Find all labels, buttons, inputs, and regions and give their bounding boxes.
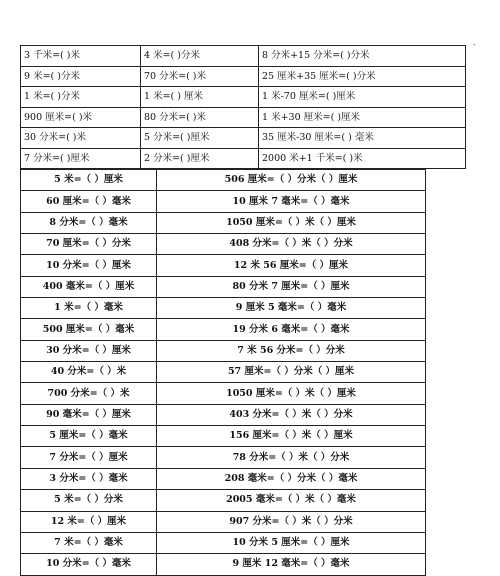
table-row <box>21 87 466 108</box>
problem-cell: 1 米=( )分米 <box>21 87 141 108</box>
table-row <box>21 319 426 340</box>
problem-cell: 80 分米 7 厘米=（ ）厘米 <box>157 276 426 297</box>
table-row <box>21 212 426 233</box>
problem-cell: 400 毫米=（ ）厘米 <box>21 276 157 297</box>
problem-cell: 5 分米=( )厘米 <box>141 128 259 149</box>
problem-cell: 10 厘米 7 毫米=（ ）毫米 <box>157 191 426 212</box>
problem-cell: 9 米=( )分米 <box>21 66 141 87</box>
problem-cell: 12 米=（ ）厘米 <box>21 511 157 532</box>
problem-cell: 12 米 56 厘米=（ ）厘米 <box>157 255 426 276</box>
problem-cell: 4 米=( )分米 <box>141 46 259 67</box>
problem-cell: 70 分米=( )米 <box>141 66 259 87</box>
problem-cell: 7 米=（ ）毫米 <box>21 532 157 553</box>
problem-cell: 7 分米=( )厘米 <box>21 148 141 169</box>
problem-cell: 500 厘米=（ ）毫米 <box>21 319 157 340</box>
table-row <box>21 490 426 511</box>
table-row <box>21 276 426 297</box>
table-row <box>21 383 426 404</box>
problem-cell: 25 厘米+35 厘米=( )分米 <box>259 66 466 87</box>
problem-cell: 3 分米=（ ）毫米 <box>21 468 157 489</box>
problem-cell: 1 米=（ ）毫米 <box>21 298 157 319</box>
problem-cell: 506 厘米=（ ）分米（ ）厘米 <box>157 170 426 191</box>
problem-cell: 7 米 56 分米=（ ）分米 <box>157 340 426 361</box>
problem-cell: 1050 厘米=（ ）米（ ）厘米 <box>157 383 426 404</box>
table-row <box>21 447 426 468</box>
table-row <box>21 148 466 169</box>
problem-cell: 80 分米=( )米 <box>141 107 259 128</box>
problem-cell: 40 分米=（ ）米 <box>21 362 157 383</box>
problem-cell: 900 厘米=( )米 <box>21 107 141 128</box>
table-row <box>21 532 426 553</box>
table-row <box>21 191 426 212</box>
table-row <box>21 511 426 532</box>
problem-cell: 9 厘米 5 毫米=（ ）毫米 <box>157 298 426 319</box>
problem-cell: 3 千米=( )米 <box>21 46 141 67</box>
problem-cell: 5 厘米=（ ）毫米 <box>21 426 157 447</box>
table-row <box>21 362 426 383</box>
problem-cell: 208 毫米=（ ）分米（ ）毫米 <box>157 468 426 489</box>
table-row <box>21 554 426 575</box>
problem-cell: 9 厘米 12 毫米=（ ）毫米 <box>157 554 426 575</box>
table-row <box>21 298 426 319</box>
table-row <box>21 107 466 128</box>
problem-cell: 408 分米=（ ）米（ ）分米 <box>157 234 426 255</box>
table-row <box>21 170 426 191</box>
problem-cell: 10 分米=（ ）厘米 <box>21 255 157 276</box>
table-row <box>21 128 466 149</box>
top-conversion-table <box>20 45 466 169</box>
problem-cell: 1050 厘米=（ ）米（ ）厘米 <box>157 212 426 233</box>
table-row <box>21 404 426 425</box>
problem-cell: 57 厘米=（ ）分米（ ）厘米 <box>157 362 426 383</box>
problem-cell: 10 分米 5 厘米=（ ）厘米 <box>157 532 426 553</box>
table-row <box>21 426 426 447</box>
problem-cell: 5 米=（ ）厘米 <box>21 170 157 191</box>
problem-cell: 156 厘米=（ ）米（ ）厘米 <box>157 426 426 447</box>
problem-cell: 700 分米=（ ）米 <box>21 383 157 404</box>
problem-cell: 403 分米=（ ）米（ ）分米 <box>157 404 426 425</box>
problem-cell: 7 分米=（ ）厘米 <box>21 447 157 468</box>
corner-mark: - <box>473 40 476 49</box>
table-row <box>21 255 426 276</box>
problem-cell: 30 分米=（ ）厘米 <box>21 340 157 361</box>
problem-cell: 2005 毫米=（ ）米（ ）毫米 <box>157 490 426 511</box>
table-row <box>21 46 466 67</box>
problem-cell: 8 分米=（ ）毫米 <box>21 212 157 233</box>
problem-cell: 2 分米=( )厘米 <box>141 148 259 169</box>
problem-cell: 2000 米+1 千米=( )米 <box>259 148 466 169</box>
problem-cell: 35 厘米-30 厘米=( ) 毫米 <box>259 128 466 149</box>
table-row <box>21 66 466 87</box>
table-row <box>21 234 426 255</box>
problem-cell: 5 米=（ ）分米 <box>21 490 157 511</box>
problem-cell: 1 米=( ) 厘米 <box>141 87 259 108</box>
bottom-conversion-table <box>20 169 426 576</box>
problem-cell: 78 分米=（ ）米（ ）分米 <box>157 447 426 468</box>
problem-cell: 8 分米+15 分米=( )分米 <box>259 46 466 67</box>
problem-cell: 30 分米=( )米 <box>21 128 141 149</box>
problem-cell: 10 分米=（ ）毫米 <box>21 554 157 575</box>
table-row <box>21 340 426 361</box>
problem-cell: 70 厘米=（ ）分米 <box>21 234 157 255</box>
problem-cell: 1 米+30 厘米=( )厘米 <box>259 107 466 128</box>
problem-cell: 60 厘米=（ ）毫米 <box>21 191 157 212</box>
problem-cell: 907 分米=（ ）米（ ）分米 <box>157 511 426 532</box>
problem-cell: 1 米-70 厘米=( )厘米 <box>259 87 466 108</box>
problem-cell: 90 毫米=（ ）厘米 <box>21 404 157 425</box>
table-row <box>21 468 426 489</box>
problem-cell: 19 分米 6 毫米=（ ）毫米 <box>157 319 426 340</box>
